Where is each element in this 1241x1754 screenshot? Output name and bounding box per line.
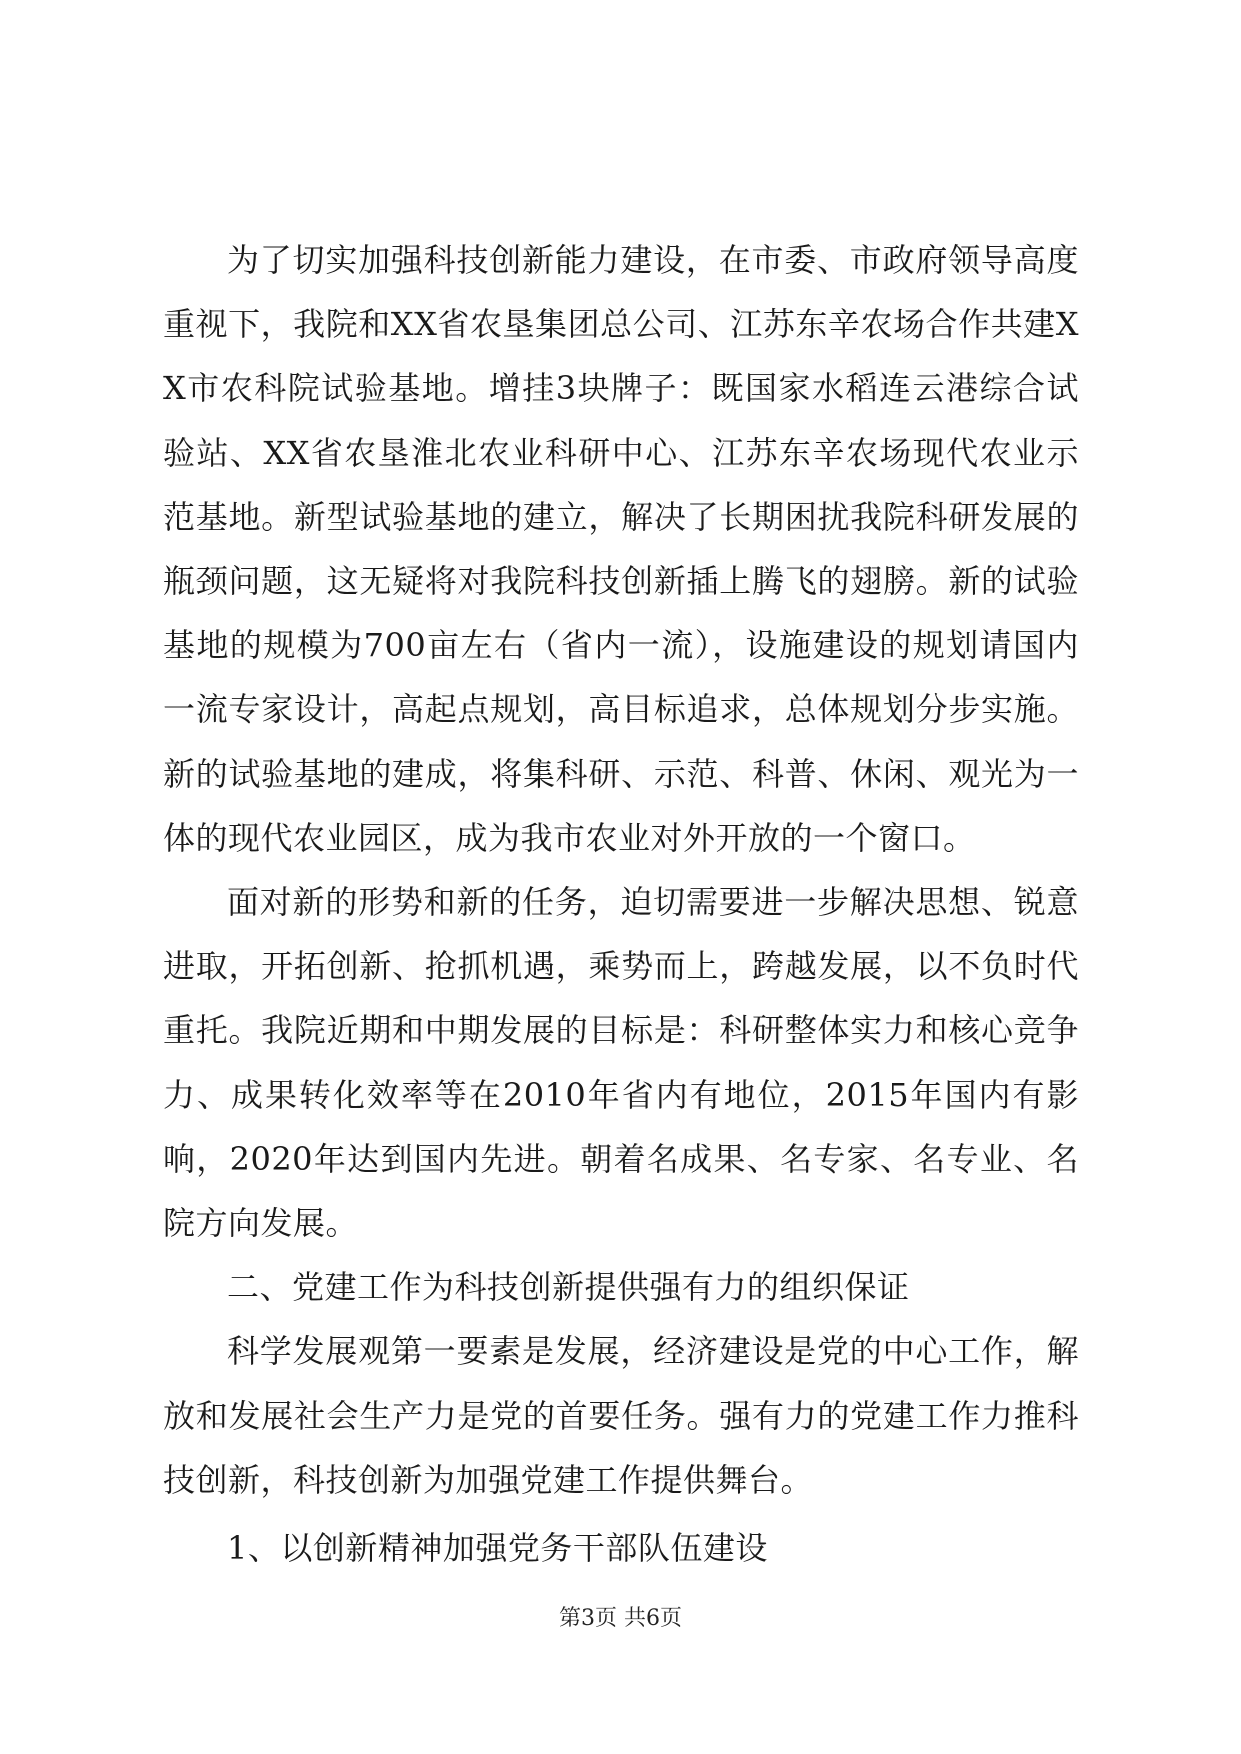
subheading: 1、以创新精神加强党务干部队伍建设	[227, 1529, 768, 1568]
document-body	[163, 228, 1079, 1580]
paragraph-party-building: 科学发展观第一要素是发展，经济建设是党的中心工作，解放和发展社会生产力是党的首要任务。强有力的党建工作力推科技创新，科技创新为加强党建工作提供舞台。	[163, 1332, 1079, 1499]
paragraph-development-goals: 面对新的形势和新的任务，迫切需要进一步解决思想、锐意进取，开拓创新、抢抓机遇，乘势而上，跨越发展，以不负时代重托。我院近期和中期发展的目标是：科研整体实力和核心竞争力、成果转化效率等在2010年省内有地位，2015年国内有影响，2020年达到国内先进。朝着名成果、名专家、名专业、名院方向发展。	[163, 883, 1079, 1243]
section-heading: 二、党建工作为科技创新提供强有力的组织保证	[227, 1268, 910, 1307]
page-number-footer: 第3页 共6页	[559, 1606, 682, 1631]
paragraph-base-construction: 为了切实加强科技创新能力建设，在市委、市政府领导高度重视下，我院和XX省农垦集团总公司、江苏东辛农场合作共建XX市农科院试验基地。增挂3块牌子：既国家水稻连云港综合试验站、XX省农垦淮北农业科研中心、江苏东辛农场现代农业示范基地。新型试验基地的建立，解决了长期困扰我院科研发展的瓶颈问题，这无疑将对我院科技创新插上腾飞的翅膀。新的试验基地的规模为700亩左右（省内一流），设施建设的规划请国内一流专家设计，高起点规划，高目标追求，总体规划分步实施。新的试验基地的建成，将集科研、示范、科普、休闲、观光为一体的现代农业园区，成为我市农业对外开放的一个窗口。	[163, 241, 1079, 857]
